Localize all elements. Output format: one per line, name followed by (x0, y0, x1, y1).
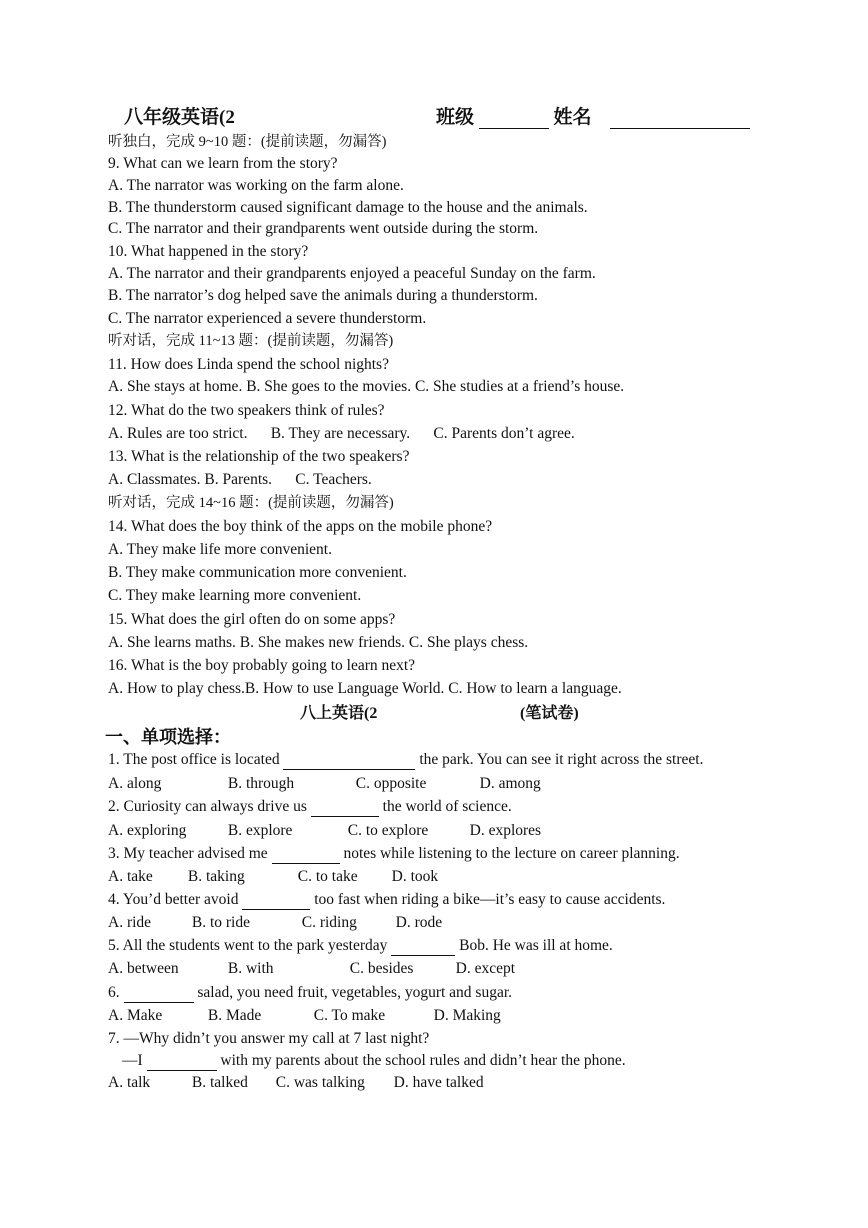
question-7-reply-stem: —I (122, 1052, 143, 1069)
written-question-3 (108, 844, 680, 864)
paper-title: 八年级英语(2 (124, 107, 235, 128)
question-1-option-d: D. among (479, 775, 541, 792)
written-question-4 (108, 890, 665, 910)
written-subtitle: (笔试卷) (520, 705, 579, 722)
question-6-option-c: C. To make (313, 1007, 386, 1024)
question-7-option-c: C. was talking (275, 1074, 365, 1091)
written-question-7: 7. —Why didn’t you answer my call at 7 last night? (108, 1030, 430, 1047)
question-9-option-b: B. The thunderstorm caused significant damage to the house and the animals. (108, 199, 588, 216)
class-field (436, 102, 750, 129)
question-1-option-c: C. opposite (355, 775, 427, 792)
question-5-blank[interactable] (391, 939, 455, 956)
written-question-2 (108, 797, 512, 817)
class-blank[interactable] (479, 112, 549, 129)
question-5-tail: Bob. He was ill at home. (459, 937, 613, 954)
question-2-option-c: C. to explore (347, 822, 429, 839)
question-14-option-c: C. They make learning more convenient. (108, 587, 362, 604)
question-3-stem: 3. My teacher advised me (108, 845, 268, 862)
question-3-option-b: B. taking (187, 868, 245, 885)
question-9-option-a: A. The narrator was working on the farm alone. (108, 177, 404, 194)
name-label: 姓名 (553, 107, 592, 128)
question-2-option-b: B. explore (227, 822, 293, 839)
question-6-tail: salad, you need fruit, vegetables, yogurt and sugar. (197, 984, 513, 1001)
question-7-options (108, 1073, 484, 1093)
question-10: 10. What happened in the story? (108, 243, 309, 260)
question-5-option-c: C. besides (349, 960, 414, 977)
question-4-tail: too fast when riding a bike—it’s easy to cause accidents. (314, 891, 666, 908)
question-2-tail: the world of science. (382, 798, 512, 815)
question-4-option-b: B. to ride (191, 914, 250, 931)
question-11: 11. How does Linda spend the school nights? (108, 356, 389, 373)
question-6-option-a: A. Make (108, 1007, 163, 1024)
question-4-blank[interactable] (242, 893, 310, 910)
question-3-option-d: D. took (391, 868, 439, 885)
part-1-heading: 一、单项选择： (105, 727, 231, 747)
written-question-6 (108, 983, 512, 1003)
question-10-option-c: C. The narrator experienced a severe thunderstorm. (108, 310, 427, 327)
question-6-blank[interactable] (124, 986, 194, 1003)
written-question-1 (108, 750, 703, 770)
question-3-blank[interactable] (272, 847, 340, 864)
name-blank[interactable] (610, 112, 750, 129)
class-label: 班级 (436, 107, 475, 128)
question-3-option-a: A. take (108, 868, 153, 885)
question-6-stem: 6. (108, 984, 120, 1001)
question-11-options: A. She stays at home. B. She goes to the movies. C. She studies at a friend’s house. (108, 378, 625, 395)
written-question-5 (108, 936, 613, 956)
question-13: 13. What is the relationship of the two speakers? (108, 448, 410, 465)
question-2-options (108, 821, 541, 841)
question-5-options (108, 959, 515, 979)
question-7-option-d: D. have talked (393, 1074, 484, 1091)
question-5-option-d: D. except (455, 960, 516, 977)
question-5-stem: 5. All the students went to the park yesterday (108, 937, 388, 954)
question-6-option-b: B. Made (207, 1007, 262, 1024)
question-16-options: A. How to play chess.B. How to use Language World. C. How to learn a language. (108, 680, 622, 697)
question-7-option-b: B. talked (191, 1074, 248, 1091)
question-2-option-a: A. exploring (108, 822, 187, 839)
written-title: 八上英语(2 (300, 705, 378, 722)
question-2-blank[interactable] (311, 800, 379, 817)
question-1-option-b: B. through (227, 775, 295, 792)
question-9: 9. What can we learn from the story? (108, 155, 338, 172)
question-7-option-a: A. talk (108, 1074, 151, 1091)
listening-section-1-heading: 听独白，完成 9~10 题：(提前读题，勿漏答) (108, 134, 387, 150)
question-5-option-b: B. with (227, 960, 274, 977)
question-15: 15. What does the girl often do on some apps? (108, 611, 396, 628)
question-1-options (108, 774, 541, 794)
question-6-options (108, 1006, 501, 1026)
question-4-option-c: C. riding (301, 914, 357, 931)
question-10-option-a: A. The narrator and their grandparents enjoyed a peaceful Sunday on the farm. (108, 265, 596, 282)
question-4-stem: 4. You’d better avoid (108, 891, 239, 908)
question-2-option-d: D. explores (469, 822, 542, 839)
question-4-options (108, 913, 442, 933)
question-3-tail: notes while listening to the lecture on career planning. (343, 845, 680, 862)
question-4-option-d: D. rode (395, 914, 443, 931)
question-7-reply (122, 1051, 626, 1071)
question-9-option-c: C. The narrator and their grandparents went outside during the storm. (108, 220, 539, 237)
question-16: 16. What is the boy probably going to learn next? (108, 657, 416, 674)
question-6-option-d: D. Making (433, 1007, 501, 1024)
question-14-option-b: B. They make communication more convenient. (108, 564, 407, 581)
question-1-tail: the park. You can see it right across the street. (419, 751, 704, 768)
question-13-options: A. Classmates. B. Parents. C. Teachers. (108, 471, 372, 488)
question-12-options: A. Rules are too strict. B. They are necessary. C. Parents don’t agree. (108, 425, 575, 442)
question-1-option-a: A. along (108, 775, 162, 792)
question-10-option-b: B. The narrator’s dog helped save the animals during a thunderstorm. (108, 287, 538, 304)
question-1-stem: 1. The post office is located (108, 751, 280, 768)
question-12: 12. What do the two speakers think of rules? (108, 402, 385, 419)
question-14: 14. What does the boy think of the apps on the mobile phone? (108, 518, 493, 535)
question-7-blank[interactable] (147, 1054, 217, 1071)
question-7-reply-tail: with my parents about the school rules and didn’t hear the phone. (220, 1052, 626, 1069)
listening-section-3-heading: 听对话，完成 14~16 题：(提前读题，勿漏答) (108, 495, 394, 511)
question-1-blank[interactable] (283, 753, 415, 770)
question-3-option-c: C. to take (297, 868, 358, 885)
question-3-options (108, 867, 438, 887)
listening-section-2-heading: 听对话，完成 11~13 题：(提前读题，勿漏答) (108, 333, 394, 349)
question-2-stem: 2. Curiosity can always drive us (108, 798, 307, 815)
question-14-option-a: A. They make life more convenient. (108, 541, 332, 558)
question-15-options: A. She learns maths. B. She makes new friends. C. She plays chess. (108, 634, 529, 651)
question-5-option-a: A. between (108, 960, 179, 977)
question-4-option-a: A. ride (108, 914, 152, 931)
